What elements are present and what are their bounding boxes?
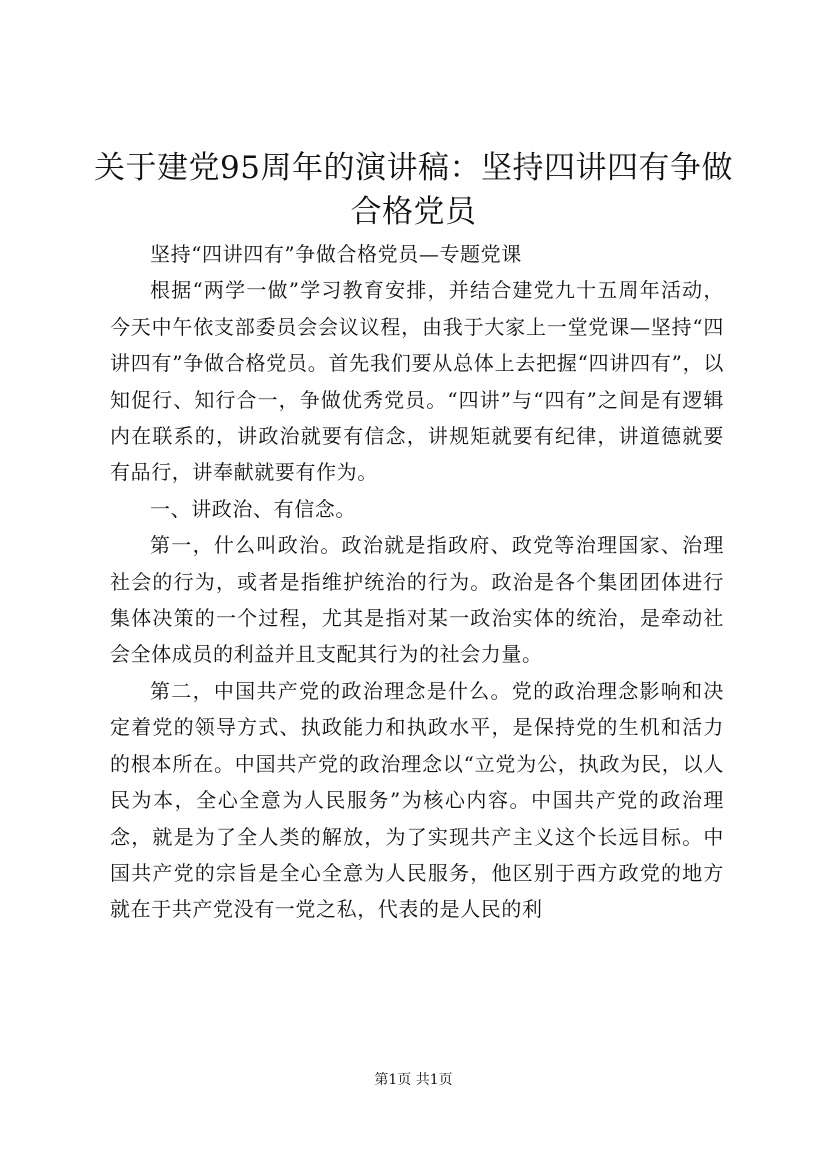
paragraph-intro: 根据“两学一做”学习教育安排，并结合建党九十五周年活动，今天中午依支部委员会会议议程，由我于大家上一堂党课—坚持“四讲四有”争做合格党员。首先我们要从总体上去把握“四讲四有”，以知促行、知行合一，争做优秀党员。“四讲”与“四有”之间是有逻辑内在联系的，讲政治就要有信念，讲规矩就要有纪律，讲道德就要有品行，讲奉献就要有作为。 xyxy=(110,278,724,485)
paragraph-section-heading: 一、讲政治、有信念。 xyxy=(150,496,356,521)
document-title: 关于建党95周年的演讲稿：坚持四讲四有争做合格党员 xyxy=(94,150,733,230)
paragraph-subtitle: 坚持“四讲四有”争做合格党员—专题党课 xyxy=(150,242,522,266)
page-number-footer: 第1页 共1页 xyxy=(374,1072,453,1088)
paragraph-first-point: 第一，什么叫政治。政治就是指政府、政党等治理国家、治理社会的行为，或者是指维护统治的行为。政治是各个集团团体进行集体决策的一个过程，尤其是指对某一政治实体的统治，是牵动社会全体成员的利益并且支配其行为的社会力量。 xyxy=(110,533,724,667)
document-body xyxy=(110,236,724,928)
paragraph-second-point: 第二，中国共产党的政治理念是什么。党的政治理念影响和决定着党的领导方式、执政能力和执政水平，是保持党的生机和活力的根本所在。中国共产党的政治理念以“立党为公，执政为民，以人民为本，全心全意为人民服务”为核心内容。中国共产党的政治理念，就是为了全人类的解放，为了实现共产主义这个长远目标。中国共产党的宗旨是全心全意为人民服务，他区别于西方政党的地方就在于共产党没有一党之私，代表的是人民的利 xyxy=(110,678,724,922)
